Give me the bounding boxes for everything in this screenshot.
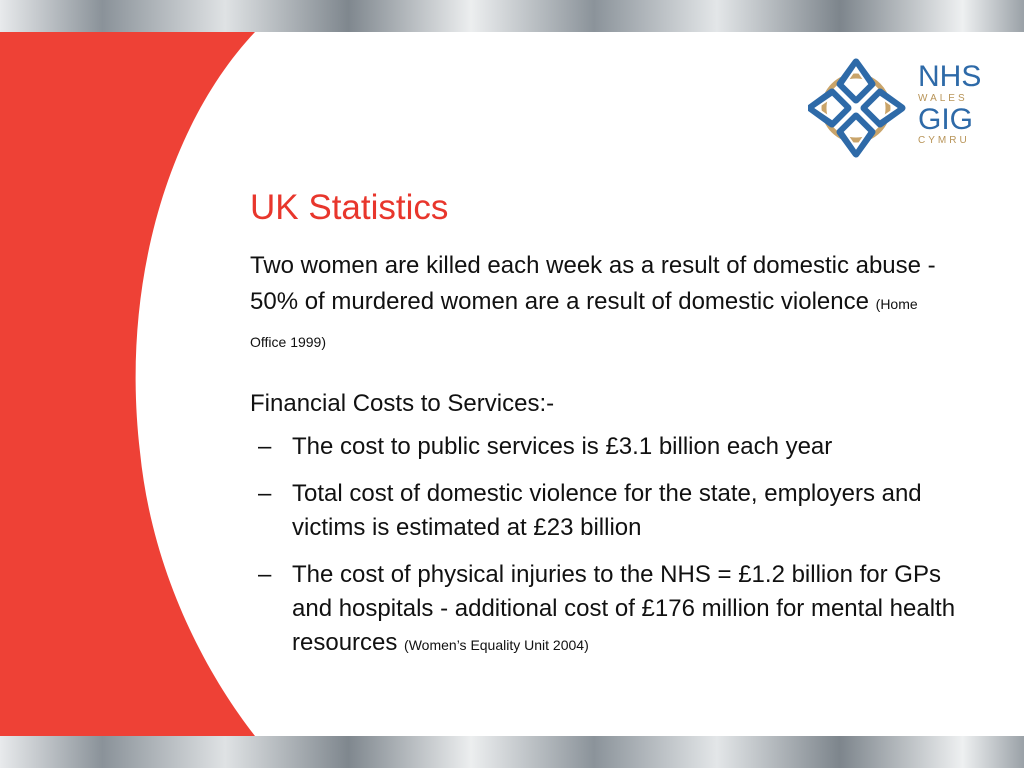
intro-citation: (Home Office 1999) — [250, 296, 918, 350]
cost-item-citation: (Women’s Equality Unit 2004) — [404, 637, 589, 653]
list-item — [250, 477, 972, 545]
dash-bullet: – — [258, 561, 272, 588]
dash-bullet: – — [258, 480, 272, 507]
logo-nhs-text: NHS — [918, 60, 982, 93]
dash-bullet: – — [258, 433, 272, 460]
bottom-border-band — [0, 736, 1024, 768]
costs-list — [250, 430, 970, 662]
costs-heading: Financial Costs to Services:- — [250, 390, 555, 417]
cost-item-text: Total cost of domestic violence for the state, employers and victims is estimated at £23 billion — [292, 480, 922, 541]
logo-gig-text: GIG — [918, 103, 974, 136]
list-item — [250, 558, 972, 662]
list-item — [250, 430, 972, 464]
logo-wales-text: WALES — [918, 93, 968, 104]
logo-cymru-text: CYMRU — [918, 135, 970, 146]
top-border-band — [0, 0, 1024, 32]
cost-item-text: The cost to public services is £3.1 billion each year — [292, 433, 833, 460]
logo-wordmark — [918, 62, 998, 147]
slide-body — [250, 248, 970, 675]
cost-item-text: The cost of physical injuries to the NHS = £1.2 billion for GPs and hospitals - additional cost of £176 million for mental health resources — [292, 561, 956, 656]
intro-paragraph — [250, 248, 950, 360]
red-curved-sidebar — [0, 32, 260, 736]
celtic-knot-icon — [810, 62, 902, 154]
slide-title: UK Statistics — [250, 188, 449, 227]
intro-text: Two women are killed each week as a result of domestic abuse - 50% of murdered women are a result of domestic violence — [250, 252, 936, 315]
